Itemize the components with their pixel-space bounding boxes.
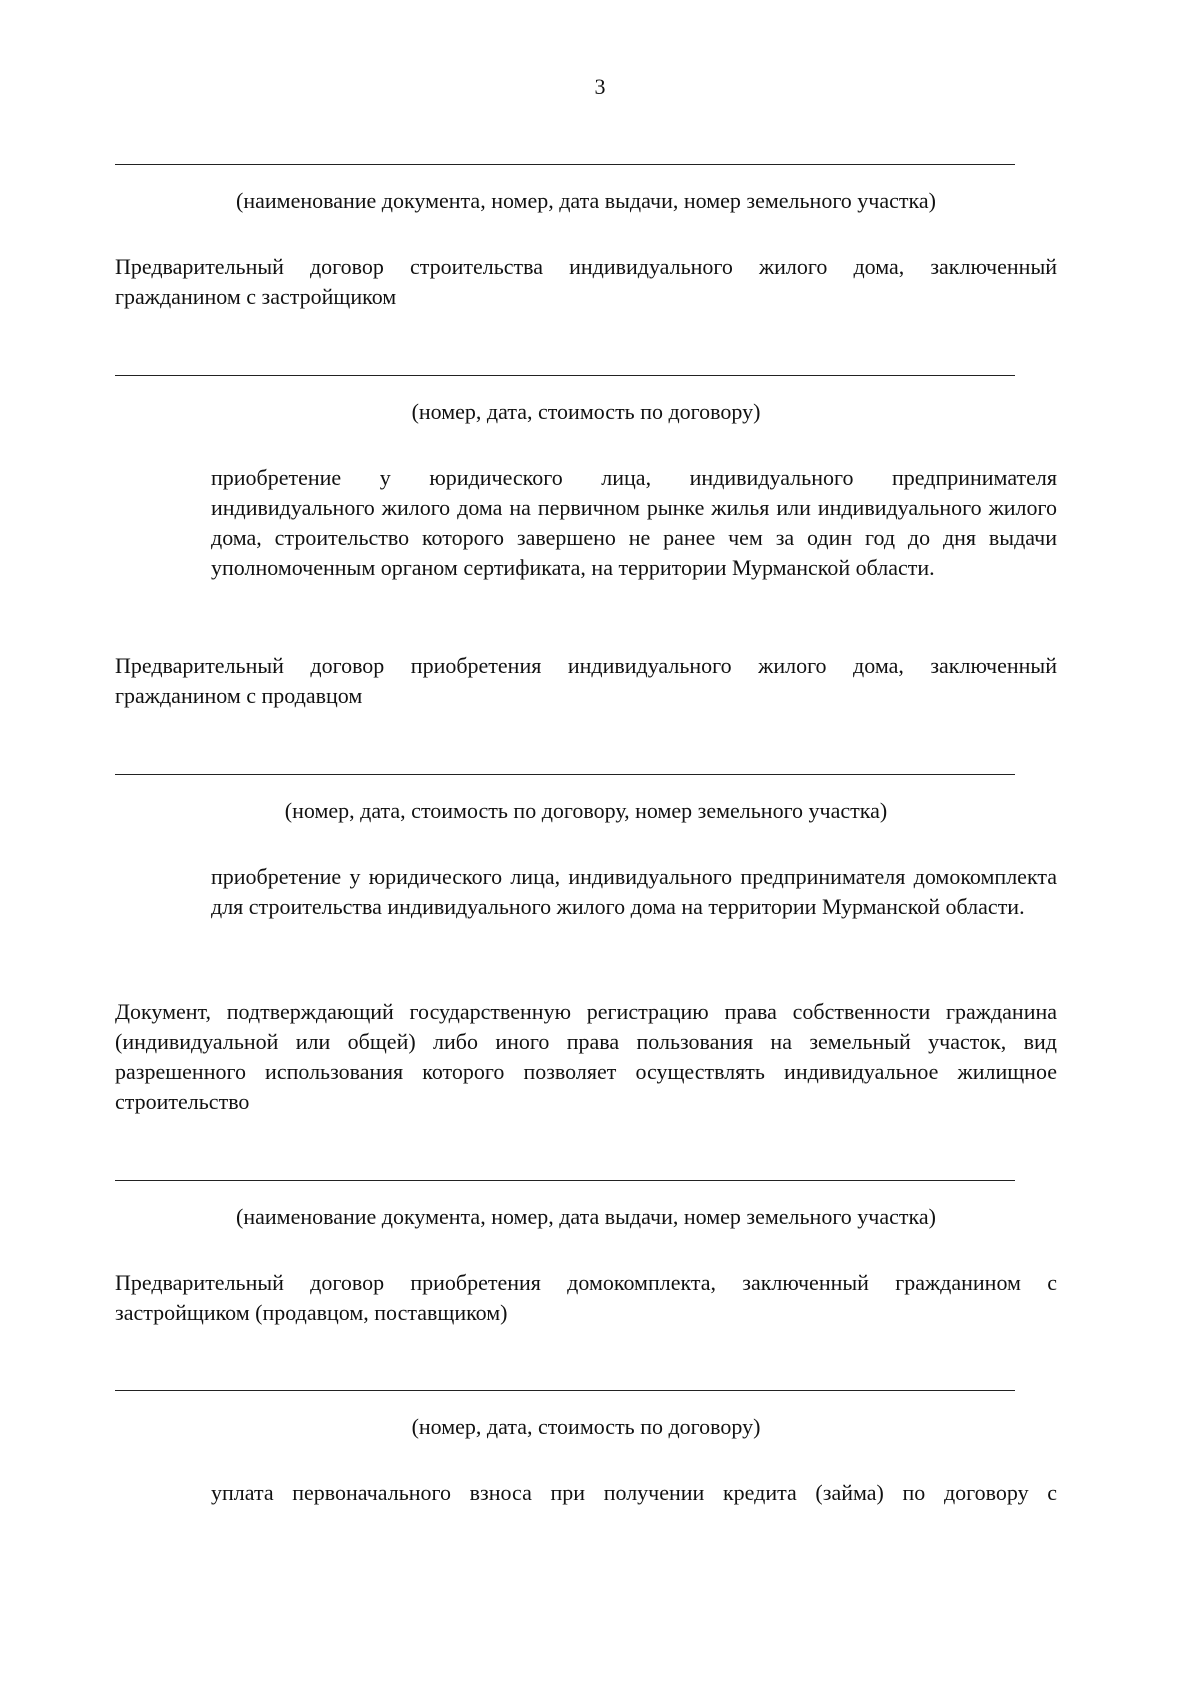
paragraph-house-acquisition: приобретение у юридического лица, индивидуального предпринимателя индивидуального жилого дома на первичном рынке жилья или индивидуального жилого дома, строительство которого завершено не ранее чем за один год до дня выдачи уполномоченным органом сертификата, на территории Мурманской области.: [211, 465, 1057, 580]
paragraph-purchase-contract: Предварительный договор приобретения индивидуального жилого дома, заключенный гражданином с продавцом: [115, 653, 1057, 708]
caption-house-kit-contract-details: (номер, дата, стоимость по договору): [411, 1414, 761, 1439]
caption-document-details: (наименование документа, номер, дата выдачи, номер земельного участка): [236, 188, 936, 213]
paragraph-down-payment: уплата первоначального взноса при получении кредита (займа) по договору с: [211, 1480, 1057, 1505]
fill-in-line-land-document[interactable]: [115, 1180, 1015, 1181]
caption-land-document-details: (наименование документа, номер, дата выдачи, номер земельного участка): [236, 1204, 936, 1229]
paragraph-construction-contract: Предварительный договор строительства индивидуального жилого дома, заключенный гражданином с застройщиком: [115, 254, 1057, 309]
fill-in-line-document[interactable]: [115, 164, 1015, 165]
fill-in-line-house-kit-contract[interactable]: [115, 1390, 1015, 1391]
page-number: 3: [594, 74, 606, 99]
caption-contract-land-details: (номер, дата, стоимость по договору, номер земельного участка): [284, 798, 888, 823]
paragraph-house-kit-contract: Предварительный договор приобретения домокомплекта, заключенный гражданином с застройщиком (продавцом, поставщиком): [115, 1270, 1057, 1325]
fill-in-line-purchase-contract[interactable]: [115, 774, 1015, 775]
paragraph-house-kit-acquisition: приобретение у юридического лица, индивидуального предпринимателя домокомплекта для строительства индивидуального жилого дома на территории Мурманской области.: [211, 864, 1057, 919]
caption-contract-details: (номер, дата, стоимость по договору): [411, 399, 761, 424]
fill-in-line-construction-contract[interactable]: [115, 375, 1015, 376]
paragraph-land-ownership-document: Документ, подтверждающий государственную регистрацию права собственности гражданина (индивидуальной или общей) либо иного права пользования на земельный участок, вид разрешенного использования которого позволяет осуществлять индивидуальное жилищное строительство: [115, 999, 1057, 1114]
